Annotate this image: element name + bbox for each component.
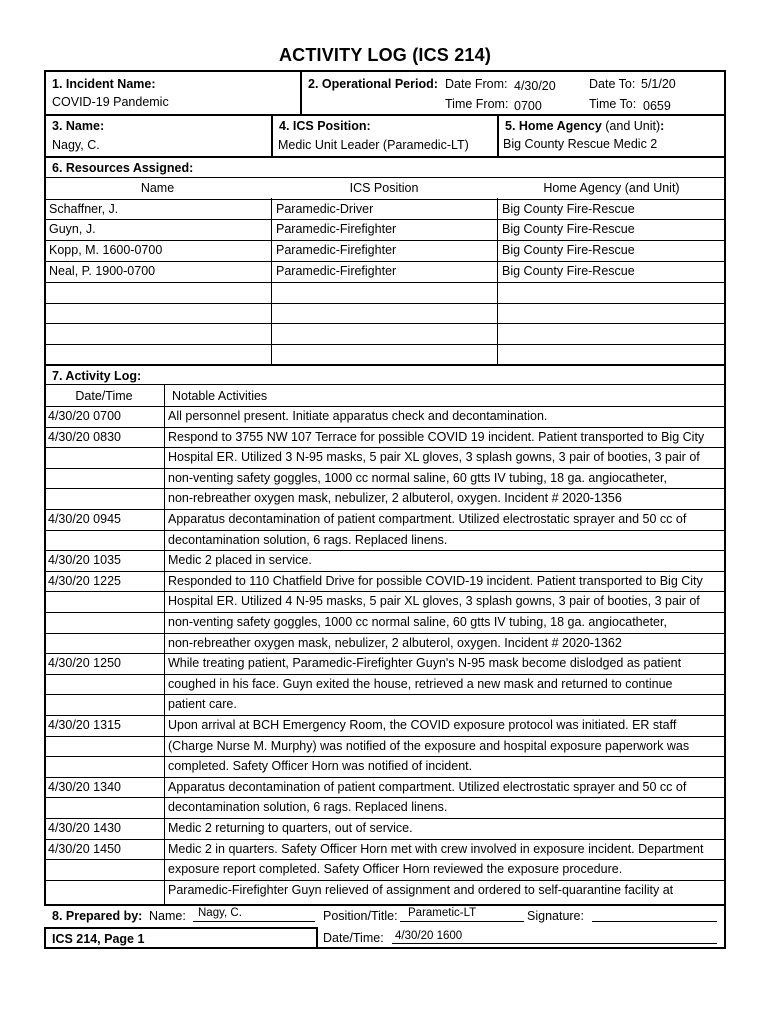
date-from-label: Date From: — [445, 77, 508, 91]
activity-note[interactable]: Apparatus decontamination of patient compartment. Utilized electrostatic sprayer and 50 cc of — [168, 779, 687, 794]
resources-assigned-label: 6. Resources Assigned: — [52, 161, 194, 175]
activity-note[interactable]: Medic 2 returning to quarters, out of service. — [168, 821, 413, 835]
signature-line[interactable] — [592, 921, 717, 922]
resources-cell[interactable]: Paramedic-Driver — [276, 201, 374, 216]
activity-datetime[interactable]: 4/30/20 0830 — [48, 429, 121, 444]
ics-position-label: 4. ICS Position: — [279, 119, 371, 133]
activity-datetime[interactable]: 4/30/20 1250 — [48, 656, 121, 671]
resources-header-0: Name — [140, 181, 175, 195]
time-to-label: Time To: — [589, 97, 637, 111]
date-to-label: Date To: — [589, 77, 636, 91]
incident-name-value[interactable]: COVID-19 Pandemic — [52, 95, 169, 109]
activity-datetime[interactable]: 4/30/20 1430 — [48, 821, 121, 835]
home-agency-label-bold: 5. Home Agency — [505, 119, 602, 133]
resources-cell[interactable]: Neal, P. 1900-0700 — [49, 263, 156, 278]
prepared-name-value[interactable]: Nagy, C. — [198, 907, 242, 919]
activity-note[interactable]: Medic 2 in quarters. Safety Officer Horn met with crew involved in exposure incident. Department — [168, 841, 704, 856]
activity-note[interactable]: non-rebreather oxygen mask, nebulizer, 2 albuterol, oxygen. Incident # 2020-1362 — [168, 635, 622, 650]
activity-header-datetime: Date/Time — [75, 389, 133, 403]
activity-note[interactable]: exposure report completed. Safety Officer Horn reviewed the exposure procedure. — [168, 862, 623, 877]
resources-cell[interactable]: Paramedic-Firefighter — [276, 263, 397, 278]
form-title: ACTIVITY LOG (ICS 214) — [278, 45, 492, 65]
activity-note[interactable]: Hospital ER. Utilized 3 N-95 masks, 5 pair XL gloves, 3 splash gowns, 3 pair of booties, 3 pair of — [168, 450, 700, 465]
activity-note[interactable]: Apparatus decontamination of patient compartment. Utilized electrostatic sprayer and 50 cc of — [168, 512, 687, 526]
activity-log-label: 7. Activity Log: — [52, 369, 142, 383]
time-to-value[interactable]: 0659 — [643, 99, 671, 113]
resources-cell[interactable]: Paramedic-Firefighter — [276, 222, 397, 237]
prepared-by-label: 8. Prepared by: — [52, 909, 143, 923]
activity-note[interactable]: Medic 2 placed in service. — [168, 553, 312, 568]
activity-datetime[interactable]: 4/30/20 1035 — [48, 553, 121, 568]
activity-header-notable: Notable Activities — [172, 389, 268, 403]
name-value[interactable]: Nagy, C. — [52, 138, 100, 152]
resources-cell[interactable]: Big County Fire-Rescue — [502, 201, 635, 216]
date-from-value[interactable]: 4/30/20 — [514, 79, 556, 93]
home-agency-label-colon: : — [660, 119, 665, 133]
activity-note[interactable]: Upon arrival at BCH Emergency Room, the COVID exposure protocol was initiated. ER staff — [168, 718, 677, 732]
resources-cell[interactable]: Kopp, M. 1600-0700 — [49, 243, 163, 258]
activity-note[interactable]: Hospital ER. Utilized 4 N-95 masks, 5 pair XL gloves, 3 splash gowns, 3 pair of booties, 3 pair of — [168, 594, 700, 609]
date-to-value[interactable]: 5/1/20 — [641, 77, 676, 91]
activity-datetime[interactable]: 4/30/20 1315 — [48, 718, 121, 732]
resources-cell[interactable]: Big County Fire-Rescue — [502, 243, 635, 258]
activity-note[interactable]: All personnel present. Initiate apparatus check and decontamination. — [168, 409, 548, 423]
activity-note[interactable]: completed. Safety Officer Horn was notified of incident. — [168, 759, 473, 774]
resources-cell[interactable]: Guyn, J. — [49, 222, 96, 237]
activity-note[interactable]: Respond to 3755 NW 107 Terrace for possible COVID 19 incident. Patient transported to Big City — [168, 429, 705, 444]
activity-note[interactable]: non-venting safety goggles, 1000 cc normal saline, 60 gtts IV tubing, 18 ga. angiocatheter, — [168, 615, 667, 629]
activity-datetime[interactable]: 4/30/20 0700 — [48, 409, 121, 423]
resources-cell[interactable]: Paramedic-Firefighter — [276, 243, 397, 258]
prepared-name-label: Name: — [149, 909, 186, 923]
home-agency-label-rest: (and Unit) — [601, 119, 661, 133]
name-label: 3. Name: — [52, 119, 105, 133]
resources-cell[interactable]: Big County Fire-Rescue — [502, 222, 635, 237]
activity-note[interactable]: patient care. — [168, 697, 237, 712]
signature-label: Signature: — [527, 909, 584, 923]
home-agency-label — [505, 119, 664, 133]
resources-cell[interactable]: Big County Fire-Rescue — [502, 263, 635, 278]
activity-note[interactable]: decontamination solution, 6 rags. Replaced linens. — [168, 800, 448, 815]
operational-period-label: 2. Operational Period: — [308, 77, 438, 91]
activity-note[interactable]: non-venting safety goggles, 1000 cc normal saline, 60 gtts IV tubing, 18 ga. angiocatheter, — [168, 470, 667, 485]
resources-header-2: Home Agency (and Unit) — [543, 181, 680, 195]
activity-datetime[interactable]: 4/30/20 1225 — [48, 573, 121, 588]
ics-position-value[interactable]: Medic Unit Leader (Paramedic-LT) — [278, 138, 469, 152]
activity-note[interactable]: (Charge Nurse M. Murphy) was notified of the exposure and hospital exposure paperwork was — [168, 738, 690, 753]
activity-datetime[interactable]: 4/30/20 1450 — [48, 841, 121, 856]
resources-cell[interactable]: Schaffner, J. — [49, 201, 119, 216]
time-from-label: Time From: — [445, 97, 509, 111]
prepared-datetime-value[interactable]: 4/30/20 1600 — [395, 930, 463, 942]
activity-note[interactable]: Paramedic-Firefighter Guyn relieved of assignment and ordered to self-quarantine facility at — [168, 882, 674, 897]
activity-datetime[interactable]: 4/30/20 1340 — [48, 779, 121, 794]
activity-datetime[interactable]: 4/30/20 0945 — [48, 512, 121, 526]
activity-note[interactable]: coughed in his face. Guyn exited the house, retrieved a new mask and returned to continue — [168, 676, 673, 691]
home-agency-value[interactable]: Big County Rescue Medic 2 — [503, 137, 658, 151]
resources-header-1: ICS Position — [349, 181, 419, 195]
datetime-label: Date/Time: — [323, 931, 384, 945]
page-footer: ICS 214, Page 1 — [52, 932, 145, 946]
activity-note[interactable]: While treating patient, Paramedic-Firefighter Guyn's N-95 mask become dislodged as patient — [168, 656, 682, 671]
activity-note[interactable]: Responded to 110 Chatfield Drive for possible COVID-19 incident. Patient transported to Big City — [168, 573, 703, 588]
position-title-label: Position/Title: — [323, 909, 398, 923]
prepared-position-value[interactable]: Parametic-LT — [408, 907, 477, 919]
activity-note[interactable]: non-rebreather oxygen mask, nebulizer, 2 albuterol, oxygen. Incident # 2020-1356 — [168, 491, 622, 506]
activity-note[interactable]: decontamination solution, 6 rags. Replaced linens. — [168, 532, 448, 547]
incident-name-label: 1. Incident Name: — [52, 77, 156, 91]
time-from-value[interactable]: 0700 — [514, 99, 542, 113]
